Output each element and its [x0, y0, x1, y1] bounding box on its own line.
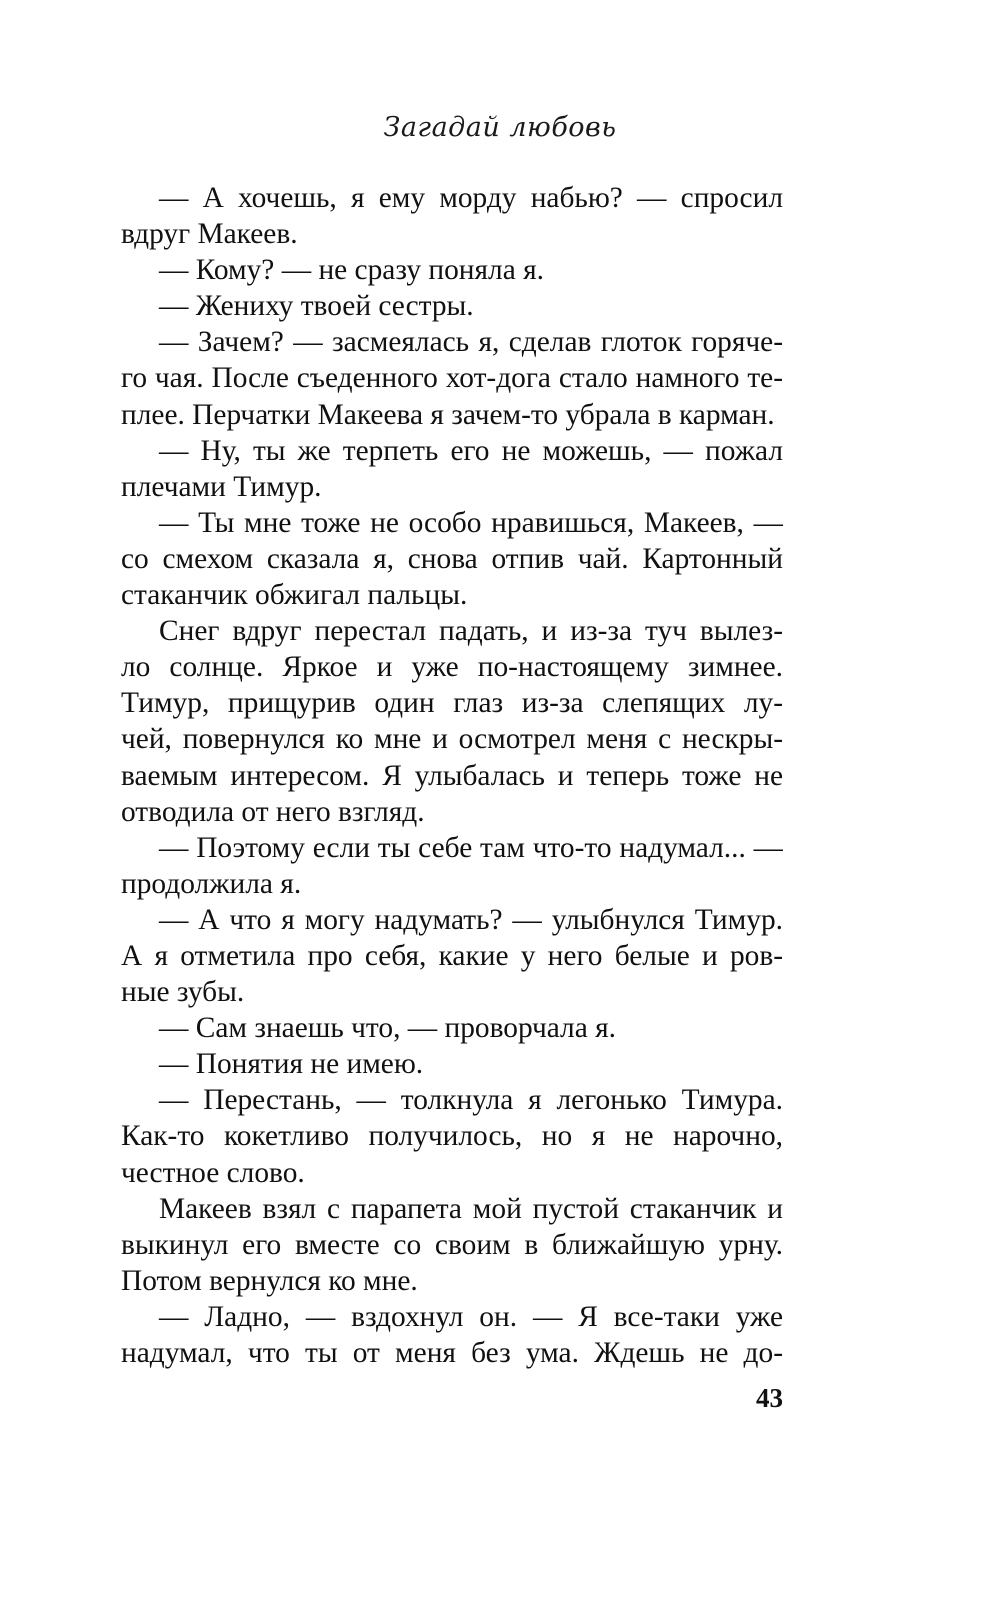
- text-line: — Сам знаешь что, — проворчала я.: [159, 1012, 616, 1045]
- text-line: продолжила я.: [121, 867, 302, 900]
- text-line: — Ну, ты же терпеть его не можешь, — пожал: [159, 434, 783, 467]
- text-line: Снег вдруг перестал падать, и из-за туч вылез-: [159, 615, 783, 648]
- text-line: стаканчик обжигал пальцы.: [121, 579, 468, 612]
- text-line: — Поэтому если ты себе там что-то надумал... —: [159, 831, 783, 864]
- text-line: А я отметила про себя, какие у него белые и ров-: [121, 939, 783, 972]
- text-line: — Ты мне тоже не особо нравишься, Макеев, —: [159, 506, 783, 539]
- text-line: го чая. После съеденного хот-дога стало намного те-: [121, 362, 783, 395]
- text-line: ваемым интересом. Я улыбалась и теперь тоже не: [121, 759, 783, 792]
- text-line: Потом вернулся ко мне.: [121, 1264, 418, 1297]
- text-line: надумал, что ты от меня без ума. Ждешь не до-: [121, 1337, 783, 1369]
- text-line: со смехом сказала я, снова отпив чай. Картонный: [121, 542, 783, 575]
- text-line: чей, повернулся ко мне и осмотрел меня с нескры-: [121, 723, 783, 756]
- text-line: — Понятия не имею.: [159, 1048, 424, 1081]
- text-body: [121, 180, 783, 1371]
- text-line: — Кому? — не сразу поняла я.: [159, 254, 544, 287]
- page-number: 43: [756, 1383, 783, 1413]
- text-line: ные зубы.: [121, 976, 245, 1009]
- text-line: отводила от него взгляд.: [121, 795, 425, 828]
- text-line: Макеев взял с парапета мой пустой стаканчик и: [159, 1192, 783, 1225]
- text-line: — А хочешь, я ему морду набью? — спросил: [159, 182, 783, 214]
- text-line: вдруг Макеев.: [121, 218, 298, 251]
- text-line: ло солнце. Яркое и уже по-настоящему зимнее.: [121, 651, 783, 684]
- text-line: — Ладно, — вздохнул он. — Я все-таки уже: [159, 1300, 783, 1333]
- text-line: плечами Тимур.: [121, 470, 322, 503]
- text-line: — Зачем? — засмеялась я, сделав глоток горяче-: [159, 326, 783, 359]
- text-line: плее. Перчатки Макеева я зачем-то убрала в карман.: [121, 398, 775, 431]
- text-line: Как-то кокетливо получилось, но я не нарочно,: [121, 1120, 783, 1153]
- text-line: честное слово.: [121, 1156, 305, 1189]
- text-line: Тимур, прищурив один глаз из-за слепящих лу-: [121, 687, 783, 720]
- text-line: выкинул его вместе со своим в ближайшую урну.: [121, 1228, 783, 1261]
- text-line: — Жениху твоей сестры.: [159, 290, 474, 323]
- running-head: Загадай любовь: [383, 112, 617, 143]
- text-line: — Перестань, — толкнула я легонько Тимура.: [159, 1084, 783, 1117]
- text-line: — А что я могу надумать? — улыбнулся Тимур.: [159, 903, 783, 936]
